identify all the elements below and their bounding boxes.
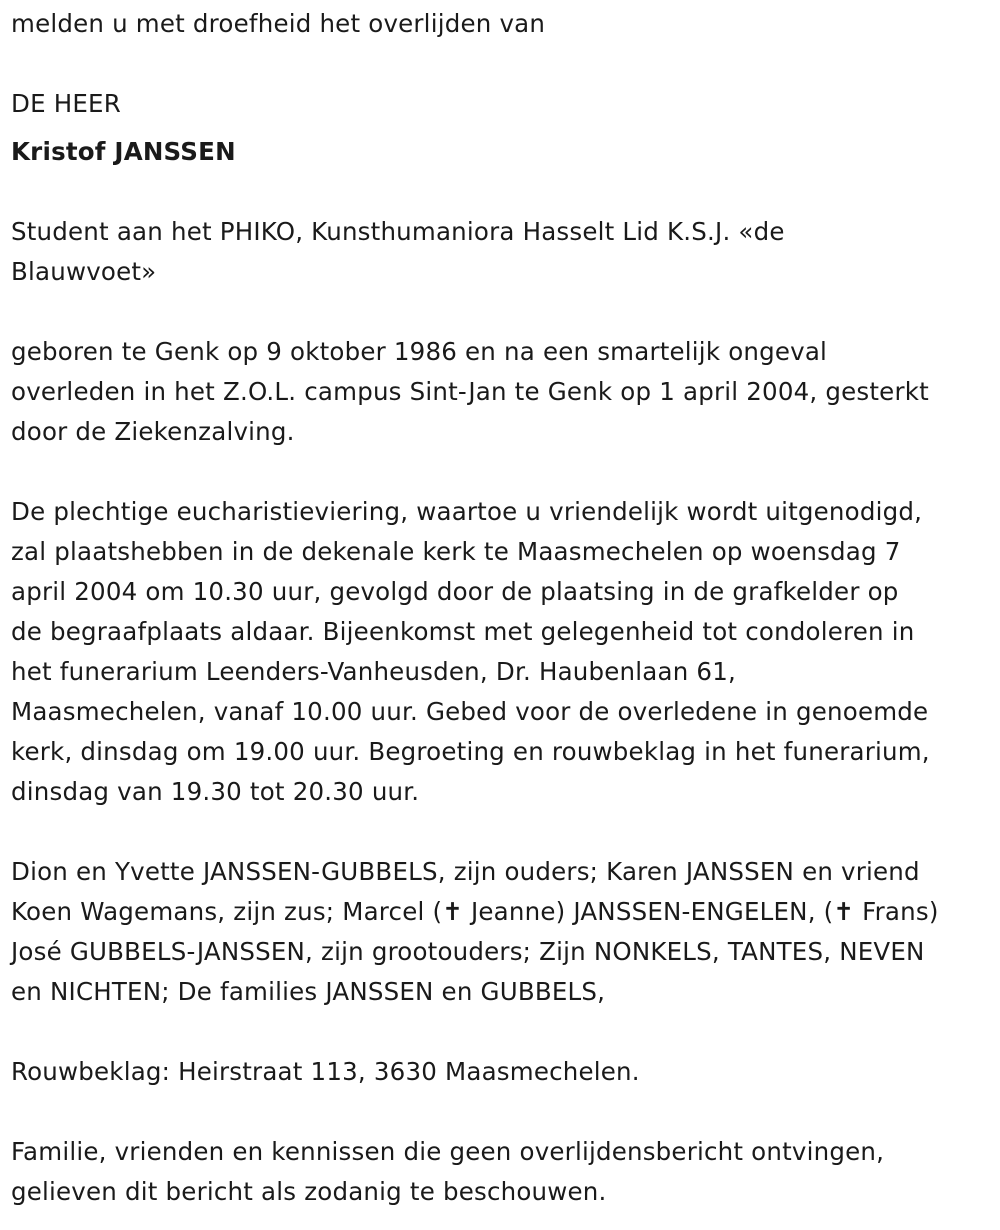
intro-text: melden u met droefheid het overlijden van [11,9,546,38]
birth-death-paragraph [11,332,996,452]
condolence-address: Rouwbeklag: Heirstraat 113, 3630 Maasmechelen. [11,1057,640,1086]
text-line: Maasmechelen, vanaf 10.00 uur. Gebed voor de overledene in genoemde [11,697,929,726]
spacer [11,44,996,84]
spacer [11,124,996,132]
spacer [11,452,996,492]
text-line: zal plaatshebben in de dekenale kerk te Maasmechelen op woensdag 7 [11,537,901,566]
text-line: Familie, vrienden en kennissen die geen overlijdensbericht ontvingen, [11,1137,885,1166]
text-line: overleden in het Z.O.L. campus Sint-Jan te Genk op 1 april 2004, gesterkt [11,377,929,406]
spacer [11,1092,996,1132]
spacer [11,292,996,332]
spacer [11,172,996,212]
text-line: de begraafplaats aldaar. Bijeenkomst met gelegenheid tot condoleren in [11,617,915,646]
closing-paragraph [11,1132,996,1212]
spacer [11,1012,996,1052]
text-line: kerk, dinsdag om 19.00 uur. Begroeting en rouwbeklag in het funerarium, [11,737,930,766]
deceased-name: Kristof JANSSEN [11,137,236,166]
ceremony-paragraph [11,492,996,812]
text-line: José GUBBELS-JANSSEN, zijn grootouders; Zijn NONKELS, TANTES, NEVEN [11,937,925,966]
text-line: en NICHTEN; De families JANSSEN en GUBBELS, [11,977,606,1006]
text-line: gelieven dit bericht als zodanig te beschouwen. [11,1177,607,1206]
death-notice [11,4,996,1212]
text-line: het funerarium Leenders-Vanheusden, Dr. Haubenlaan 61, [11,657,736,686]
text-line: De plechtige eucharistieviering, waartoe u vriendelijk wordt uitgenodigd, [11,497,923,526]
text-line: Student aan het PHIKO, Kunsthumaniora Hasselt Lid K.S.J. «de [11,217,785,246]
text-line: door de Ziekenzalving. [11,417,295,446]
text-line: Blauwvoet» [11,257,157,286]
text-line: Koen Wagemans, zijn zus; Marcel (✝ Jeanne) JANSSEN-ENGELEN, (✝ Frans) [11,897,939,926]
text-line: april 2004 om 10.30 uur, gevolgd door de plaatsing in de grafkelder op [11,577,899,606]
text-line: geboren te Genk op 9 oktober 1986 en na een smartelijk ongeval [11,337,828,366]
spacer [11,812,996,852]
family-paragraph [11,852,996,1012]
honorific-title: DE HEER [11,89,121,118]
occupation-paragraph [11,212,996,292]
text-line: Dion en Yvette JANSSEN-GUBBELS, zijn ouders; Karen JANSSEN en vriend [11,857,920,886]
text-line: dinsdag van 19.30 tot 20.30 uur. [11,777,420,806]
